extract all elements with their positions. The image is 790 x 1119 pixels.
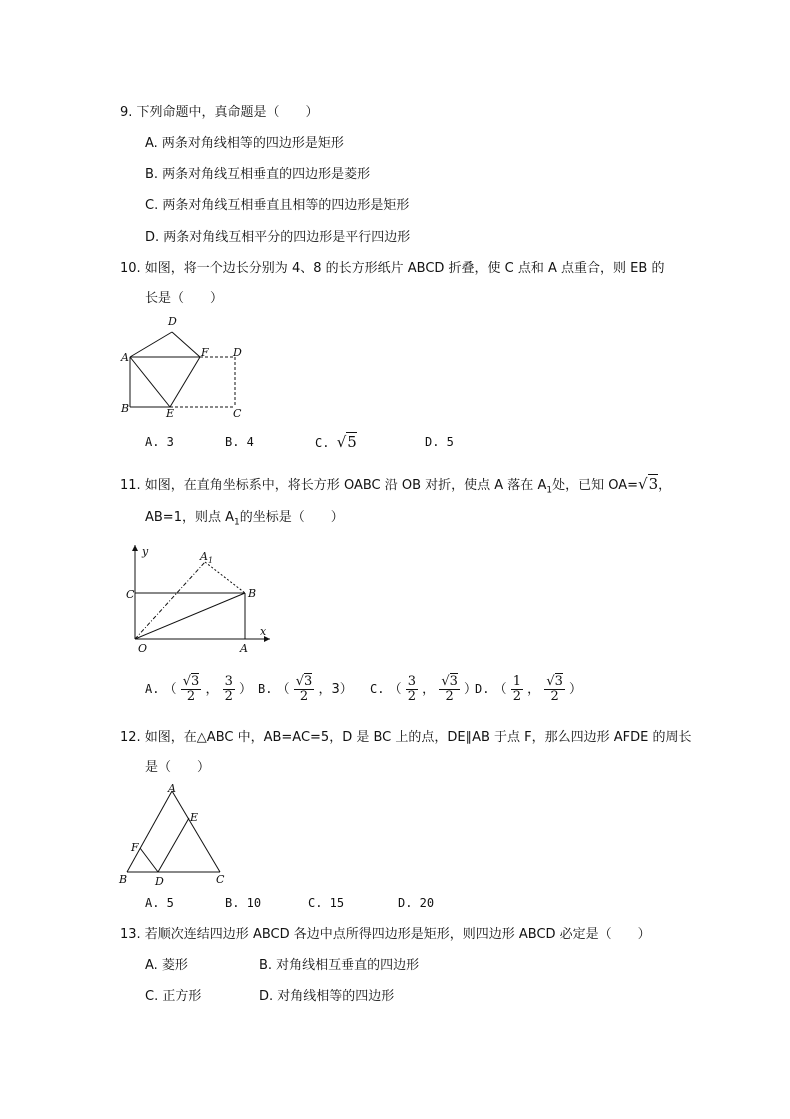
q10-label-d-folded: D	[168, 315, 177, 328]
q9-option-a: A. 两条对角线相等的四边形是矩形	[145, 136, 344, 151]
q12-label-a: A	[168, 782, 176, 795]
q11-option-c: C. （ $\frac{3}{2}$ ， $\frac{√3}{2}$ ）	[370, 674, 478, 704]
sqrt-symbol: √3	[638, 475, 659, 493]
fraction: $\frac{√3}{2}$	[441, 674, 458, 704]
q11-label-b: B	[248, 587, 257, 600]
fraction: $\frac{1}{2}$	[512, 674, 522, 704]
q11-option-b: B. （ $\frac{√3}{2}$ ，3）	[258, 674, 353, 704]
q11-label-x: x	[260, 625, 267, 638]
q12-triangle-figure	[115, 785, 245, 885]
q10-option-d: D. 5	[425, 435, 454, 449]
q11-stem-cont: AB=1，则点 $A_1$的坐标是（ ）	[145, 510, 344, 528]
q11-label-a: A	[240, 642, 248, 655]
q9-option-c: C. 两条对角线互相垂直且相等的四边形是矩形	[145, 198, 410, 213]
q13-stem: 13. 若顺次连结四边形 ABCD 各边中点所得四边形是矩形，则四边形 ABCD 必定是（ ）	[120, 927, 651, 942]
sqrt-symbol: √5	[336, 433, 357, 451]
q11-label-c: C	[126, 588, 135, 601]
q9-stem: 9. 下列命题中，真命题是（ ）	[120, 105, 319, 120]
fraction: $\frac{√3}{2}$	[182, 674, 200, 704]
q12-option-b: B. 10	[225, 896, 262, 910]
q11-label-o: O	[138, 642, 148, 655]
q9-option-d: D. 两条对角线互相平分的四边形是平行四边形	[145, 230, 411, 245]
q10-label-f: F	[201, 346, 209, 359]
q10-label-e: E	[166, 407, 175, 420]
q13-option-c: C. 正方形	[145, 989, 202, 1004]
q11-option-a: A. （ $\frac{√3}{2}$ ， $\frac{3}{2}$ ）	[145, 674, 253, 704]
fraction: $\frac{3}{2}$	[224, 674, 233, 704]
q10-figure	[115, 310, 255, 420]
q11-stem: 11. 如图，在直角坐标系中，将长方形 OABC 沿 OB 对折，使点 A 落在 $A_1$处，已知 OA=√3，	[120, 475, 672, 496]
q11-label-a1: $A_1$	[200, 550, 214, 566]
q10-stem: 10. 如图，将一个边长分别为 4、8 的长方形纸片 ABCD 折叠，使 C 点和 A 点重合，则 EB 的	[120, 261, 665, 276]
q10-option-a: A. 3	[145, 435, 174, 449]
q10-stem-cont: 长是（ ）	[145, 291, 224, 306]
q9-option-b: B. 两条对角线互相垂直的四边形是菱形	[145, 167, 371, 182]
q10-label-c: C	[233, 407, 242, 420]
q12-option-d: D. 20	[398, 896, 435, 910]
q11-option-d: D. （ $\frac{1}{2}$ ， $\frac{√3}{2}$ ）	[475, 674, 583, 704]
q12-label-c: C	[216, 873, 225, 886]
q12-stem-cont: 是（ ）	[145, 760, 211, 775]
q12-label-d: D	[155, 875, 164, 888]
q12-option-a: A. 5	[145, 896, 174, 910]
q12-label-f: F	[131, 841, 139, 854]
q13-option-d: D. 对角线相等的四边形	[259, 989, 395, 1004]
q10-option-b: B. 4	[225, 435, 254, 449]
fraction: $\frac{3}{2}$	[407, 674, 417, 704]
q12-stem: 12. 如图，在△ABC 中，AB=AC=5，D 是 BC 上的点，DE∥AB 于点 F，那么四边形 AFDE 的周长	[120, 730, 692, 745]
q10-label-a: A	[121, 351, 129, 364]
q13-option-b: B. 对角线相互垂直的四边形	[259, 958, 420, 973]
q12-option-c: C. 15	[308, 896, 345, 910]
q13-option-a: A. 菱形	[145, 958, 188, 973]
q10-option-c: C. √5	[315, 433, 357, 451]
q12-label-b: B	[119, 873, 128, 886]
q11-label-y: y	[142, 545, 149, 558]
q10-label-b: B	[121, 402, 130, 415]
fraction: $\frac{√3}{2}$	[546, 674, 563, 704]
fraction: $\frac{√3}{2}$	[295, 674, 313, 704]
q12-label-e: E	[190, 811, 199, 824]
q10-label-d: D	[233, 346, 242, 359]
